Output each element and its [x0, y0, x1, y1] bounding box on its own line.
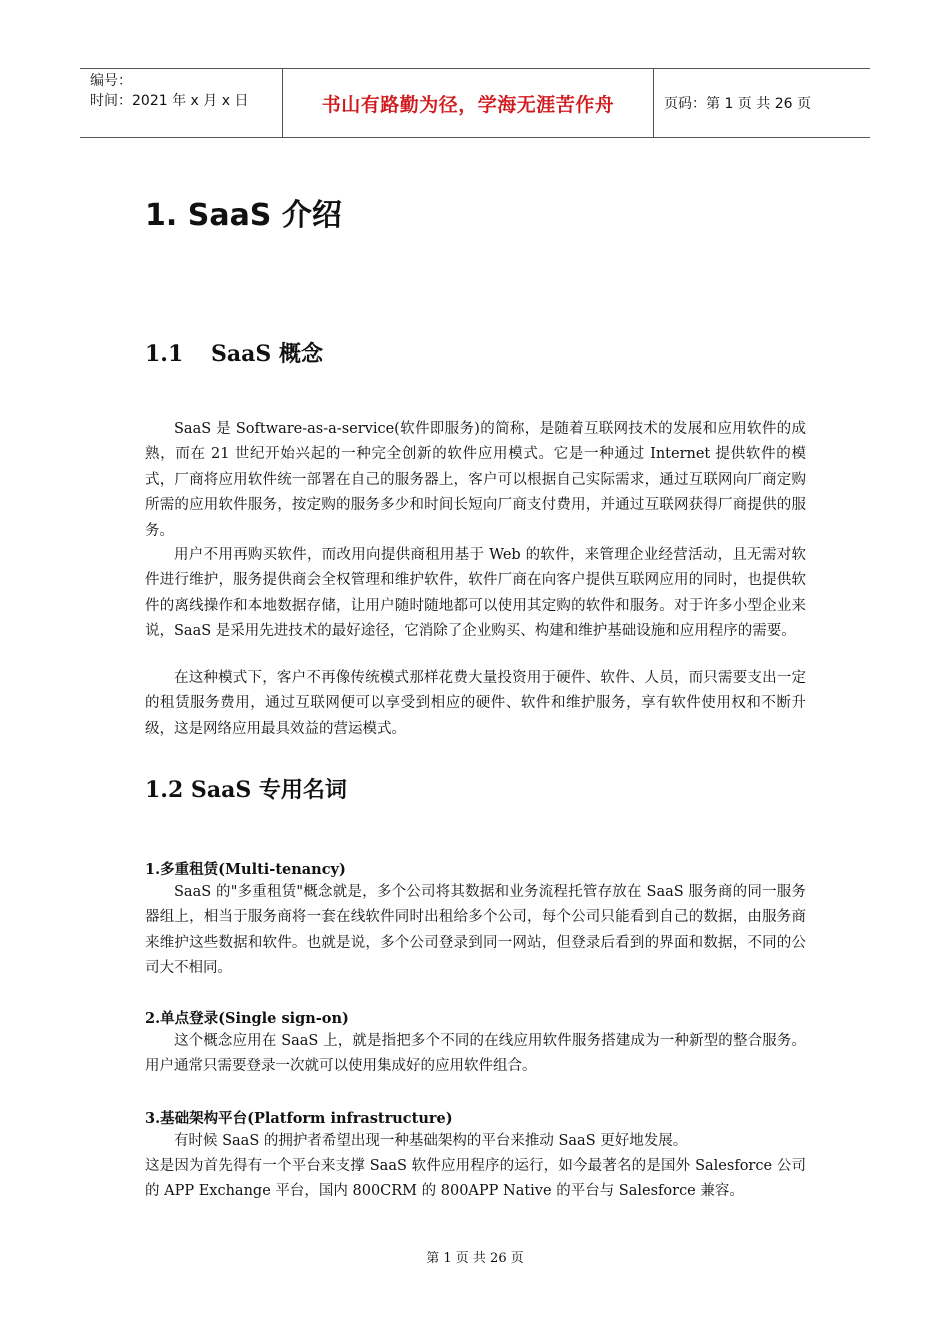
footer-page-number: 第 1 页 共 26 页	[426, 1251, 524, 1266]
term-heading: 3.基础架构平台(Platform infrastructure)	[145, 1110, 453, 1127]
number-label: 编号：	[90, 73, 132, 89]
section-1-2-heading: 1.2 SaaS 专用名词	[145, 777, 347, 803]
motto-text: 书山有路勤为径，学海无涯苦作舟	[321, 93, 615, 116]
paragraph: 在这种模式下，客户不再像传统模式那样花费大量投资用于硬件、软件、人员，而只需要支出一定的租赁服务费用，通过互联网便可以享受到相应的硬件、软件和维护服务，享有软件使用权和不断升级，这是网络应用最具效益的营运模式。	[145, 670, 806, 737]
section-1-1-heading	[145, 337, 323, 368]
header-motto-cell	[282, 69, 654, 137]
time-label: 时间：2021 年 x 月 x 日	[90, 93, 249, 109]
header-meta	[80, 69, 282, 137]
paragraph: 这是因为首先得有一个平台来支撑 SaaS 软件应用程序的运行，如今最著名的是国外 Salesforce 公司的 APP Exchange 平台，国内 800CRM 的 800APP Native 的平台与 Salesforce 兼容。	[145, 1158, 806, 1200]
paragraph: SaaS 的"多重租赁"概念就是，多个公司将其数据和业务流程托管存放在 SaaS 服务商的同一服务器组上，相当于服务商将一套在线软件同时出租给多个公司，每个公司只能看到自己的数据，由服务商来维护这些数据和软件。也就是说，多个公司登录到同一网站，但登录后看到的界面和数据，不同的公司大不相同。	[145, 884, 806, 977]
page-header	[80, 68, 870, 138]
document-title: 1. SaaS 介绍	[145, 198, 342, 233]
paragraph: SaaS 是 Software-as-a-service(软件即服务)的简称，是随着互联网技术的发展和应用软件的成熟，而在 21 世纪开始兴起的一种完全创新的软件应用模式。它是一种通过 Internet 提供软件的模式，厂商将应用软件统一部署在自己的服务器上，客户可以根据自己实际需求，通过互联网向厂商定购所需的应用软件服务，按定购的服务多少和时间长短向厂商支付费用，并通过互联网获得厂商提供的服务。	[145, 421, 806, 539]
term-heading: 1.多重租赁(Multi-tenancy)	[145, 861, 346, 878]
page-footer	[0, 1247, 950, 1266]
paragraph: 有时候 SaaS 的拥护者希望出现一种基础架构的平台来推动 SaaS 更好地发展。	[174, 1133, 688, 1149]
paragraph: 这个概念应用在 SaaS 上，就是指把多个不同的在线应用软件服务搭建成为一种新型的整合服务。用户通常只需要登录一次就可以使用集成好的应用软件组合。	[145, 1033, 806, 1075]
section-number: 1.1	[145, 341, 184, 367]
page-info-text: 页码：第 1 页 共 26 页	[664, 96, 811, 112]
header-page-info	[654, 69, 870, 137]
paragraph: 用户不用再购买软件，而改用向提供商租用基于 Web 的软件，来管理企业经营活动，且无需对软件进行维护，服务提供商会全权管理和维护软件，软件厂商在向客户提供互联网应用的同时，也提供软件的离线操作和本地数据存储，让用户随时随地都可以使用其定购的软件和服务。对于许多小型企业来说，SaaS 是采用先进技术的最好途径，它消除了企业购买、构建和维护基础设施和应用程序的需要。	[145, 547, 806, 640]
section-title: SaaS 概念	[211, 341, 323, 367]
term-heading: 2.单点登录(Single sign-on)	[145, 1010, 349, 1027]
